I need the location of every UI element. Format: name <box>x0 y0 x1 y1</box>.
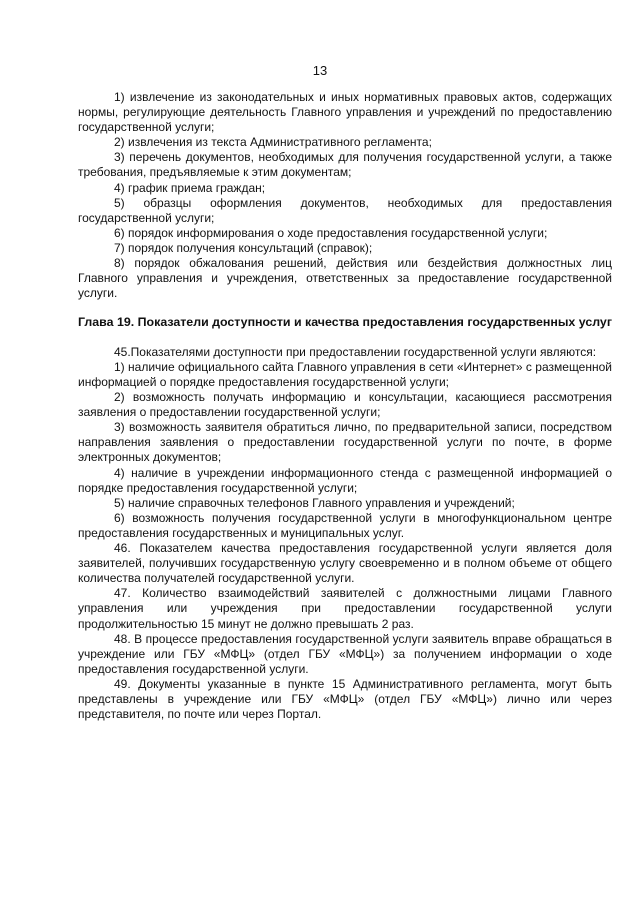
indicators-section <box>78 345 612 722</box>
list-item: 6) возможность получения государственной услуги в многофункциональном центре предоставления государственных и муниципальных услуг. <box>78 510 612 540</box>
list-item: 2) возможность получать информацию и консультации, касающиеся рассмотрения заявления о предоставлении государственной услуги; <box>78 390 612 420</box>
list-item: 4) график приема граждан; <box>114 180 266 195</box>
list-item: 1) наличие официального сайта Главного управления в сети «Интернет» с размещенной информацией о порядке предоставления государственной услуги; <box>78 359 612 389</box>
list-item: 1) извлечение из законодательных и иных нормативных правовых актов, содержащих нормы, регулирующие деятельность Главного управления и учреждений по предоставлению государственной услуги; <box>78 90 612 135</box>
list-item: 3) перечень документов, необходимых для получения государственной услуги, а также требования, предъявляемые к этим документам; <box>78 150 612 180</box>
paragraph: 46. Показателем качества предоставления государственной услуги является доля заявителей, получивших государственную услугу своевременно и в полном объеме от общего количества получателей государственной услуги. <box>78 541 612 586</box>
info-list <box>78 90 612 301</box>
list-item: 5) наличие справочных телефонов Главного управления и учреждений; <box>114 495 515 510</box>
paragraph: 48. В процессе предоставления государственной услуги заявитель вправе обращаться в учреждение или ГБУ «МФЦ» (отдел ГБУ «МФЦ») за получением информации о ходе предоставления государственной услуги. <box>78 631 612 676</box>
list-item: 4) наличие в учреждении информационного стенда с размещенной информацией о порядке предоставления государственной услуги; <box>78 465 612 495</box>
paragraph: 49. Документы указанные в пункте 15 Административного регламента, могут быть представлены в учреждение или ГБУ «МФЦ» (отдел ГБУ «МФЦ») лично или через представителя, по почте или через Портал. <box>78 676 612 722</box>
page-number: 13 <box>312 63 328 78</box>
list-item: 2) извлечения из текста Административного регламента; <box>114 135 432 150</box>
list-item: 3) возможность заявителя обратиться лично, по предварительной записи, посредством направления заявления о предоставлении государственной услуги по почте, в форме электронных документов; <box>78 420 612 465</box>
document-body <box>78 90 612 722</box>
list-item: 6) порядок информирования о ходе предоставления государственной услуги; <box>114 225 548 240</box>
paragraph: 45.Показателями доступности при предоставлении государственной услуги являются: <box>114 344 597 359</box>
paragraph: 47. Количество взаимодействий заявителей с должностными лицами Главного управления или учреждения при предоставлении государственной услуги продолжительностью 15 минут не должно превышать 2 раз. <box>78 586 612 631</box>
chapter-heading: Глава 19. Показатели доступности и качества предоставления государственных услуг <box>78 315 612 330</box>
list-item: 5) образцы оформления документов, необходимых для предоставления государственной услуги; <box>78 195 612 225</box>
list-item: 7) порядок получения консультаций (справок); <box>114 240 373 255</box>
list-item: 8) порядок обжалования решений, действия или бездействия должностных лиц Главного управления и учреждения, ответственных за предоставление государственной услуги. <box>78 256 612 301</box>
